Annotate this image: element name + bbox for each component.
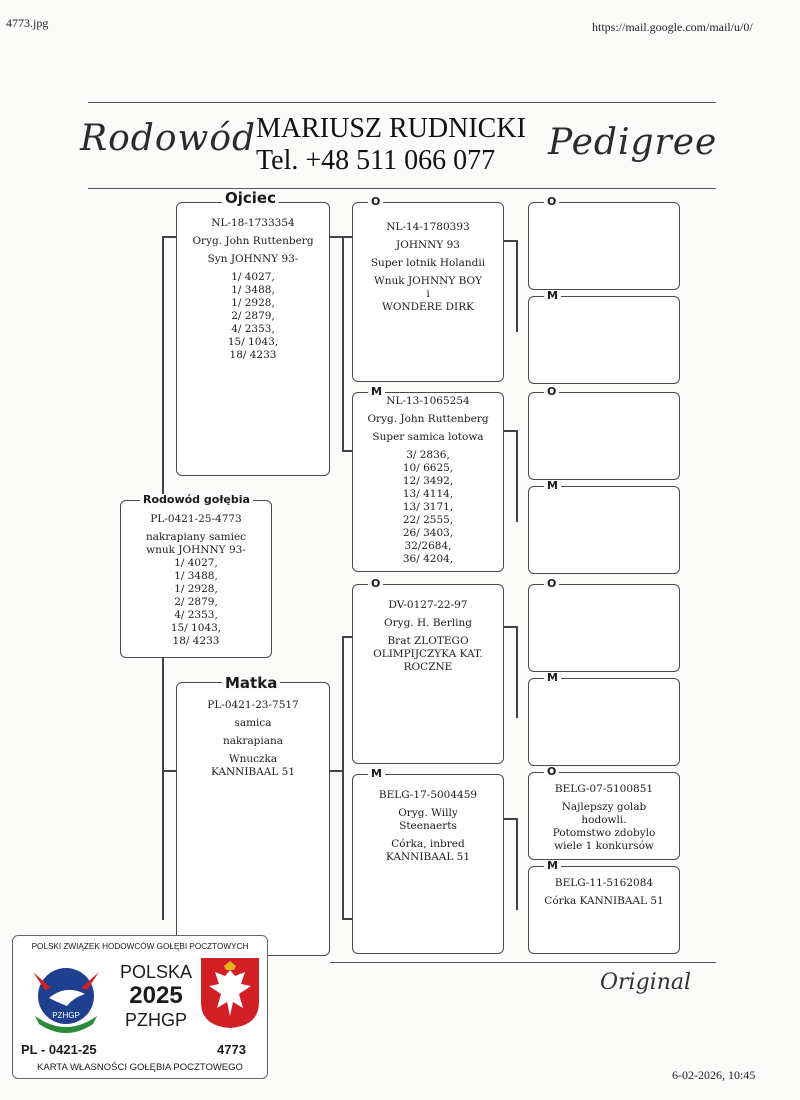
subject-details (121, 501, 271, 648)
connector-subject-father (162, 236, 164, 498)
father-label: Ojciec (222, 191, 279, 206)
ancestor-label: M (544, 480, 561, 491)
ancestor-label: M (544, 290, 561, 301)
pedigree-line: NL-14-1780393 (386, 221, 470, 233)
pedigree-line: 18/ 4233 (172, 635, 220, 647)
filename-label: 4773.jpg (6, 16, 49, 30)
pedigree-line: Córka, inbred (391, 838, 465, 850)
ancestor-label: O (544, 766, 559, 777)
connector-ff-in (342, 236, 352, 238)
ff-card (352, 202, 504, 382)
connector-mother-out (330, 770, 342, 772)
header-bottom-rule (88, 188, 716, 189)
pedigree-line: i (426, 288, 430, 300)
pedigree-line: Córka KANNIBAAL 51 (544, 895, 664, 907)
pedigree-line: Oryg. John Ruttenberg (367, 413, 489, 425)
pedigree-line: NL-13-1065254 (386, 395, 470, 407)
pedigree-line: nakrapiany samiec (145, 531, 247, 543)
ancestor-card-g3 (528, 866, 680, 954)
pedigree-line: 1/ 2928, (231, 297, 275, 309)
pedigree-line: KANNIBAAL 51 (385, 851, 471, 863)
ancestor-label: M (544, 860, 561, 871)
mf-details (353, 585, 503, 674)
mother-details (177, 683, 329, 779)
mother-card (176, 682, 330, 956)
ancestor-label: O (544, 386, 559, 397)
pedigree-line: 1/ 2928, (174, 583, 218, 595)
pedigree-line: Super samica lotowa (372, 431, 484, 443)
pedigree-line: Wnuczka (228, 753, 278, 765)
stamp-year: 2025 (129, 982, 183, 1009)
pedigree-line: hodowli. (581, 814, 627, 826)
ancestor-details (529, 773, 679, 853)
pedigree-line: 1/ 3488, (174, 570, 218, 582)
pedigree-line: 15/ 1043, (170, 622, 222, 634)
ancestor-card-g3 (528, 584, 680, 672)
ancestor-label: O (544, 578, 559, 589)
pedigree-line: PL-0421-25-4773 (150, 513, 242, 525)
pedigree-line: 13/ 3171, (402, 501, 454, 513)
ancestor-card-g3 (528, 202, 680, 290)
pedigree-line: BELG-07-5100851 (554, 783, 654, 795)
father-card (176, 202, 330, 476)
mf-label: O (368, 578, 383, 589)
father-details (177, 203, 329, 362)
pedigree-line: nakrapiana (222, 735, 284, 747)
pzhgp-logo (27, 958, 105, 1040)
fm-label: M (368, 386, 385, 397)
ff-label: O (368, 196, 383, 207)
pedigree-line: 13/ 4114, (402, 488, 454, 500)
url-label: https://mail.google.com/mail/u/0/ (592, 20, 753, 34)
stamp-abbr: PZHGP (124, 1010, 187, 1030)
pedigree-line: PL-0421-23-7517 (207, 699, 299, 711)
pedigree-line: 1/ 4027, (231, 271, 275, 283)
connector-mm-in (342, 918, 352, 920)
pedigree-line: WONDERE DIRK (382, 301, 474, 313)
pedigree-line: samica (234, 717, 272, 729)
ancestor-card-g3 (528, 296, 680, 384)
pedigree-line: Oryg. Willy (398, 807, 458, 819)
connector-father-out (330, 236, 342, 238)
card-title: KARTA WŁASNOŚCI GOŁĘBIA POCZTOWEGO (37, 1062, 243, 1073)
ancestor-card-g3 (528, 678, 680, 766)
pedigree-line: ROCZNE (403, 661, 453, 673)
pedigree-line: Najlepszy golab (561, 801, 647, 813)
pedigree-line: JOHNNY 93 (396, 239, 460, 251)
pedigree-line: Brat ZLOTEGO (387, 635, 469, 647)
pedigree-line: 1/ 4027, (174, 557, 218, 569)
connector-mother-v (342, 636, 344, 918)
pedigree-line: 2/ 2879, (231, 310, 275, 322)
pedigree-line: Super lotnik Holandii (370, 257, 486, 269)
print-timestamp: 6-02-2026, 10:45 (672, 1068, 756, 1082)
pedigree-line: BELG-17-5004459 (378, 789, 478, 801)
fm-details (353, 393, 503, 566)
ff-details (353, 203, 503, 314)
pedigree-line: 2/ 2879, (174, 596, 218, 608)
mm-card (352, 774, 504, 954)
header-top-rule (88, 102, 716, 103)
breeder-name: MARIUSZ RUDNICKI (256, 113, 526, 144)
connector-mm-v (516, 818, 518, 910)
header-left-script: Rodowód (80, 118, 257, 159)
connector-mf-in (342, 636, 352, 638)
pedigree-line: wiele 1 konkursów (554, 840, 654, 852)
pedigree-line: 4/ 2353, (174, 609, 218, 621)
subject-card (120, 500, 272, 658)
pedigree-line: OLIMPIJCZYKA KAT. (373, 648, 483, 660)
ring-number-right: 4773 (217, 1042, 246, 1057)
connector-subject-mother (162, 658, 164, 920)
org-name: POLSKI ZWIĄZEK HODOWCÓW GOŁĘBI POCZTOWYCH (31, 942, 249, 951)
connector-mf-v (516, 626, 518, 718)
pedigree-line: 26/ 3403, (402, 527, 454, 539)
pedigree-line: 36/ 4204, (402, 553, 454, 565)
footer-rule (330, 962, 716, 963)
ancestor-card-g3 (528, 392, 680, 480)
pedigree-line: KANNIBAAL 51 (210, 766, 296, 778)
mm-label: M (368, 768, 385, 779)
polish-eagle-icon (199, 956, 261, 1030)
connector-fm-v (516, 430, 518, 522)
pedigree-line: Syn JOHNNY 93- (207, 253, 299, 265)
pedigree-line: Potomstwo zdobylo (552, 827, 656, 839)
mf-card (352, 584, 504, 764)
ancestor-label: O (544, 196, 559, 207)
breeder-phone: Tel. +48 511 066 077 (256, 145, 496, 176)
pedigree-line: NL-18-1733354 (211, 217, 295, 229)
subject-label: Rodowód gołębia (140, 494, 253, 505)
pedigree-line: 1/ 3488, (231, 284, 275, 296)
pedigree-line: 22/ 2555, (402, 514, 454, 526)
mother-label: Matka (222, 676, 280, 691)
pedigree-line: Steenaerts (399, 820, 457, 832)
pedigree-line: Oryg. John Ruttenberg (192, 235, 314, 247)
pedigree-line: 3/ 2836, (406, 449, 450, 461)
ring-number-left: PL - 0421-25 (21, 1042, 97, 1057)
pedigree-line: 15/ 1043, (227, 336, 279, 348)
ancestor-details (529, 867, 679, 908)
ownership-card (12, 935, 268, 1079)
pedigree-line: 10/ 6625, (402, 462, 454, 474)
original-mark: Original (600, 970, 692, 995)
pedigree-line: wnuk JOHNNY 93- (146, 544, 246, 556)
connector-ff-v (516, 240, 518, 332)
pedigree-line: 18/ 4233 (229, 349, 277, 361)
pedigree-line: Wnuk JOHNNY BOY (373, 275, 483, 287)
header-right-script: Pedigree (548, 122, 718, 163)
pedigree-line: 12/ 3492, (402, 475, 454, 487)
mm-details (353, 775, 503, 864)
pedigree-line: Oryg. H. Berling (384, 617, 472, 629)
pedigree-line: 4/ 2353, (231, 323, 275, 335)
ancestor-label: M (544, 672, 561, 683)
connector-father-v (342, 236, 344, 450)
ancestor-card-g3 (528, 772, 680, 860)
fm-card (352, 392, 504, 572)
ancestor-card-g3 (528, 486, 680, 574)
svg-text:PZHGP: PZHGP (52, 1011, 80, 1020)
pedigree-line: BELG-11-5162084 (554, 877, 654, 889)
connector-fm-in (342, 450, 352, 452)
pedigree-line: 32/2684, (404, 540, 452, 552)
pedigree-line: DV-0127-22-97 (388, 599, 468, 611)
stamp-country: POLSKA (119, 962, 193, 982)
